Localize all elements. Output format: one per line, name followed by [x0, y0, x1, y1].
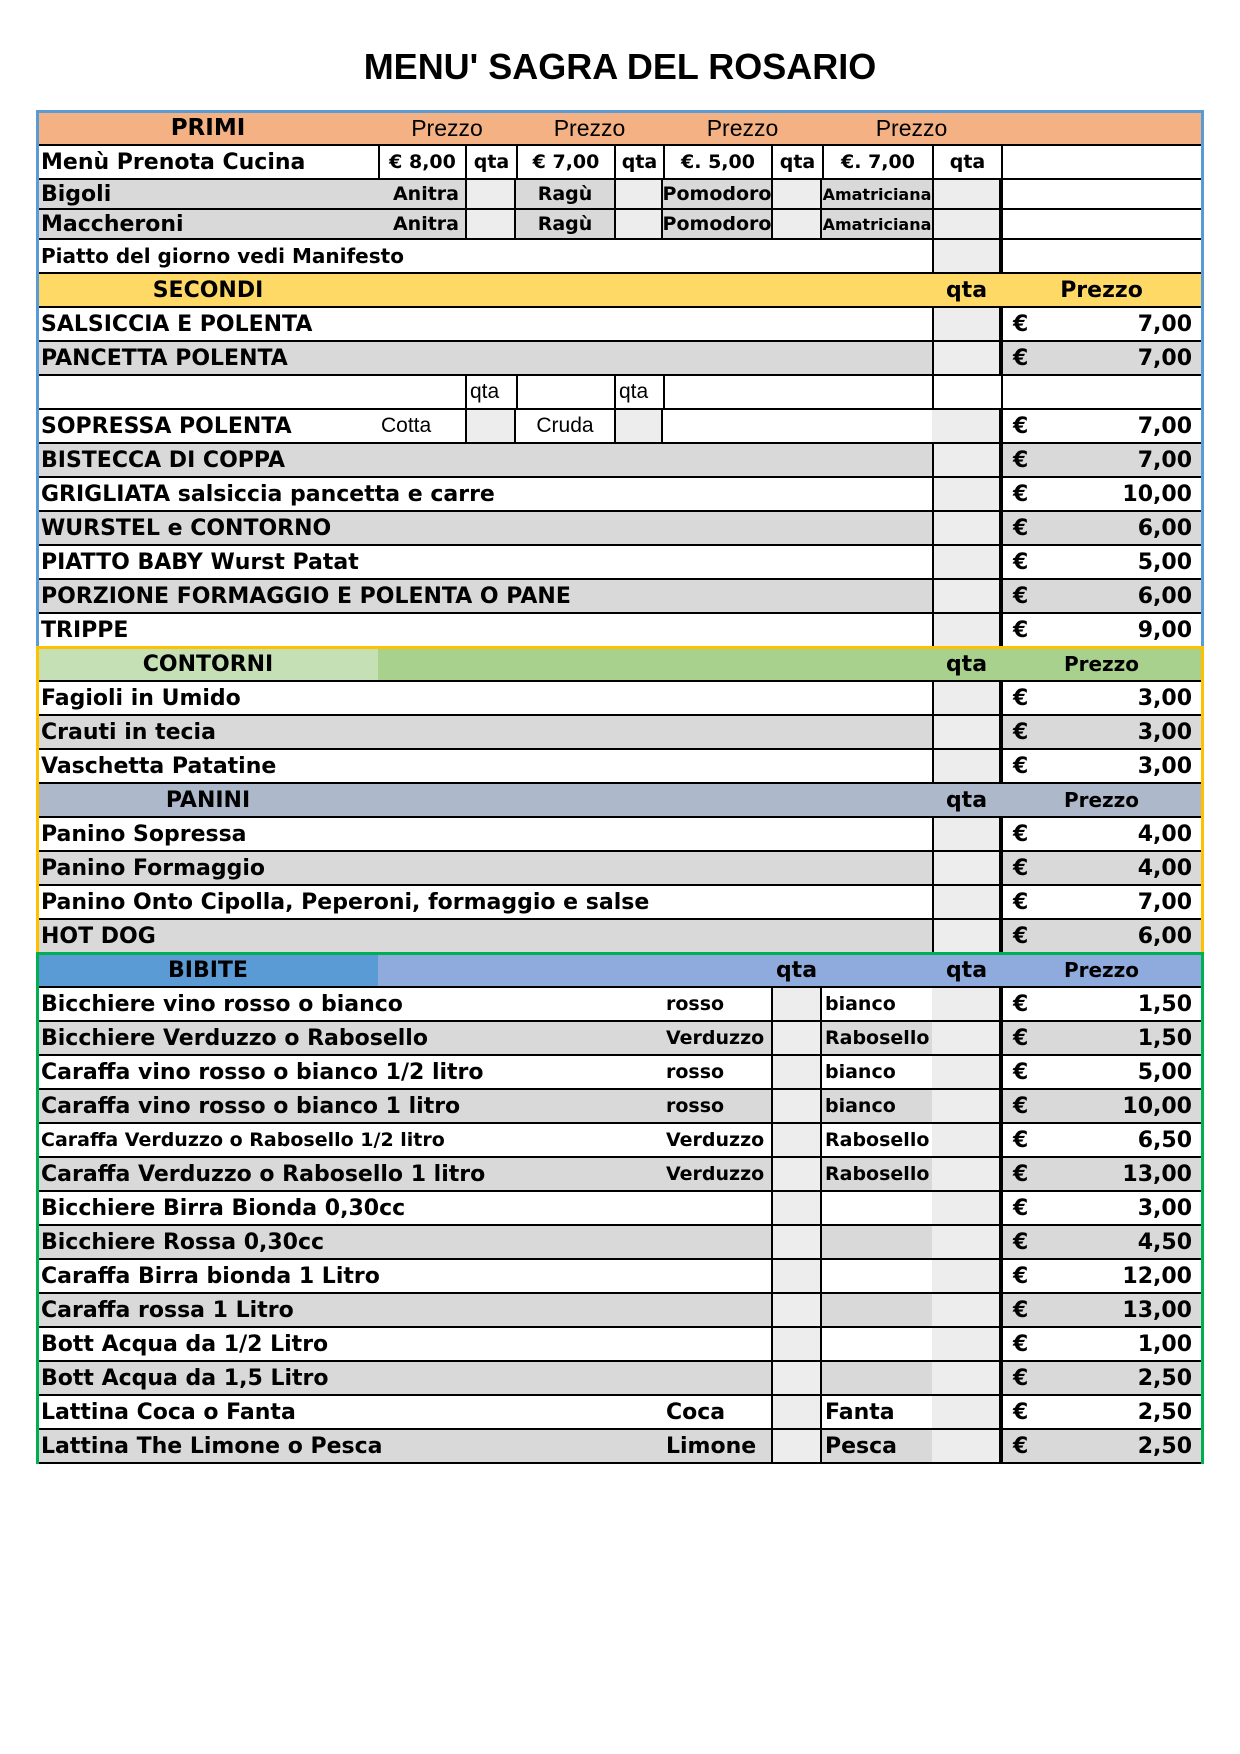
price-value: 6,00: [1137, 515, 1192, 541]
bibite-qty-box-2[interactable]: [932, 1090, 1001, 1122]
price-cell: [1001, 852, 1202, 884]
secondi-item-label: PANCETTA POLENTA: [41, 345, 288, 371]
bibite-option-2: Rabosello: [825, 1129, 930, 1151]
sopressa-cotta-qty-box[interactable]: [465, 410, 516, 442]
price-cell: [1001, 1192, 1202, 1224]
bibite-option-2: Rabosello: [825, 1027, 930, 1049]
bibite-qty-box-1[interactable]: [771, 1260, 822, 1292]
bibite-item-row: [38, 1056, 1202, 1090]
bibite-item-label: Bicchiere vino rosso o bianco: [41, 991, 403, 1017]
euro-sign: €: [1013, 821, 1029, 847]
bibite-item-label: Bott Acqua da 1,5 Litro: [41, 1365, 329, 1391]
euro-sign: €: [1013, 1195, 1029, 1221]
bibite-item-label: Caraffa vino rosso o bianco 1/2 litro: [41, 1059, 484, 1085]
contorni-item-row: [38, 750, 1202, 784]
bibite-qty-box-1[interactable]: [771, 1396, 822, 1428]
price-value: 6,00: [1137, 923, 1192, 949]
bibite-option-2: [822, 1328, 932, 1360]
panini-item-qty-box[interactable]: [932, 920, 1001, 952]
bibite-item-label: Lattina The Limone o Pesca: [41, 1433, 383, 1459]
primi-qta-3: qta: [771, 146, 822, 178]
panini-item-row: [38, 920, 1202, 954]
bibite-option-2: bianco: [825, 993, 896, 1015]
secondi-qta-header: qta: [945, 277, 988, 303]
primi-qty-box[interactable]: [614, 180, 663, 208]
panini-item-qty-box[interactable]: [932, 886, 1001, 918]
bibite-item-label: Caraffa vino rosso o bianco 1 litro: [41, 1093, 461, 1119]
euro-sign: €: [1013, 515, 1029, 541]
euro-sign: €: [1013, 1433, 1029, 1459]
menu-sheet: [38, 112, 1202, 1464]
sopressa-cruda-qty-box[interactable]: [614, 410, 663, 442]
bibite-item-label: Caraffa Birra bionda 1 Litro: [41, 1263, 380, 1289]
price-value: 1,00: [1137, 1331, 1192, 1357]
secondi-item-qty-box[interactable]: [932, 444, 1001, 476]
price-value: 10,00: [1122, 1093, 1192, 1119]
bibite-qty-box-1[interactable]: [771, 1022, 822, 1054]
piatto-giorno-qty-box[interactable]: [932, 240, 1001, 272]
panini-item-qty-box[interactable]: [932, 818, 1001, 850]
price-value: 10,00: [1122, 481, 1192, 507]
primi-price-header-2: Prezzo: [553, 114, 626, 141]
price-value: 7,00: [1137, 345, 1192, 371]
price-value: 2,50: [1137, 1399, 1192, 1425]
bibite-qty-box-1[interactable]: [771, 1192, 822, 1224]
contorni-item-label: Vaschetta Patatine: [41, 753, 277, 779]
bibite-item-label: Bott Acqua da 1/2 Litro: [41, 1331, 329, 1357]
panini-item-row: [38, 818, 1202, 852]
bibite-option-1: Verduzzo: [666, 1163, 765, 1185]
secondi-item-label: PORZIONE FORMAGGIO E POLENTA O PANE: [41, 583, 571, 609]
contorni-item-qty-box[interactable]: [932, 750, 1001, 782]
bibite-option-1: rosso: [666, 993, 725, 1015]
price-value: 4,00: [1137, 821, 1192, 847]
contorni-qta-header: qta: [945, 651, 988, 677]
price-cell: [1001, 1430, 1202, 1462]
euro-sign: €: [1013, 1263, 1029, 1289]
euro-sign: €: [1013, 345, 1029, 371]
price-cell: [1001, 614, 1202, 646]
price-value: 13,00: [1122, 1297, 1192, 1323]
price-cell: [1001, 1328, 1202, 1360]
bibite-option-1: rosso: [666, 1095, 725, 1117]
empty-cell: [663, 376, 932, 408]
sopressa-option-cruda: Cruda: [536, 414, 594, 437]
secondi-item-qty-box[interactable]: [932, 546, 1001, 578]
panini-header-row: [38, 784, 1202, 818]
bibite-option-2: Rabosello: [825, 1163, 930, 1185]
sopressa-option-cotta: Cotta: [381, 414, 432, 437]
bibite-qty-box-2[interactable]: [932, 1056, 1001, 1088]
primi-price-3: €. 5,00: [663, 146, 771, 178]
bibite-qty-box-1[interactable]: [771, 1430, 822, 1462]
price-value: 3,00: [1137, 719, 1192, 745]
bibite-item-row: [38, 1090, 1202, 1124]
price-cell: [1001, 478, 1202, 510]
primi-empty-cell: [1001, 210, 1202, 238]
price-cell: [1001, 1294, 1202, 1326]
bibite-item-row: [38, 1022, 1202, 1056]
price-cell: [1001, 580, 1202, 612]
price-cell: [1001, 716, 1202, 748]
contorni-item-label: Crauti in tecia: [41, 719, 216, 745]
secondi-item-row: [38, 342, 1202, 376]
primi-qta-4: qta: [932, 146, 1001, 178]
price-cell: [1001, 818, 1202, 850]
primi-qty-box[interactable]: [771, 210, 822, 238]
bibite-item-label: Lattina Coca o Fanta: [41, 1399, 296, 1425]
primi-price-header-3: Prezzo: [706, 114, 779, 141]
bibite-qty-box-2[interactable]: [932, 1124, 1001, 1156]
euro-sign: €: [1013, 413, 1029, 439]
sopressa-qty-box[interactable]: [932, 410, 1001, 442]
secondi-item-label: GRIGLIATA salsiccia pancetta e carre: [41, 481, 495, 507]
price-cell: [1001, 1260, 1202, 1292]
price-value: 3,00: [1137, 685, 1192, 711]
price-value: 3,00: [1137, 753, 1192, 779]
bibite-option-2: [822, 1192, 932, 1224]
bibite-option-2: [822, 1260, 932, 1292]
price-value: 7,00: [1137, 311, 1192, 337]
price-value: 1,50: [1137, 1025, 1192, 1051]
bibite-header-row: [38, 954, 1202, 988]
secondi-item-row: [38, 512, 1202, 546]
bibite-qty-box-2[interactable]: [932, 1260, 1001, 1292]
secondi-item-row: [38, 614, 1202, 648]
euro-sign: €: [1013, 889, 1029, 915]
primi-qty-box[interactable]: [932, 210, 1001, 238]
bibite-option-1: Verduzzo: [666, 1027, 765, 1049]
euro-sign: €: [1013, 1127, 1029, 1153]
primi-price-1: € 8,00: [378, 146, 465, 178]
secondi-item-qty-box[interactable]: [932, 512, 1001, 544]
panini-item-row: [38, 852, 1202, 886]
primi-dish-row: [38, 210, 1202, 240]
bibite-item-row: [38, 1396, 1202, 1430]
primi-qty-box[interactable]: [771, 180, 822, 208]
euro-sign: €: [1013, 1059, 1029, 1085]
euro-sign: €: [1013, 1093, 1029, 1119]
price-cell: [1001, 1090, 1202, 1122]
price-value: 4,50: [1137, 1229, 1192, 1255]
primi-menu-label: Menù Prenota Cucina: [41, 149, 306, 175]
contorni-item-label: Fagioli in Umido: [41, 685, 241, 711]
bibite-option-1: [663, 1226, 771, 1258]
bibite-qty-box-2[interactable]: [932, 1396, 1001, 1428]
bibite-option-1: rosso: [666, 1061, 725, 1083]
bibite-item-row: [38, 988, 1202, 1022]
secondi-item-row: [38, 478, 1202, 512]
price-cell: [1001, 1226, 1202, 1258]
secondi-item-row: [38, 546, 1202, 580]
price-value: 1,50: [1137, 991, 1192, 1017]
price-value: 2,50: [1137, 1433, 1192, 1459]
primi-option-ragu: Ragù: [537, 213, 593, 235]
bibite-item-label: Bicchiere Rossa 0,30cc: [41, 1229, 325, 1255]
bibite-qty-box-1[interactable]: [771, 1294, 822, 1326]
primi-option-pomodoro: Pomodoro: [663, 183, 771, 205]
euro-sign: €: [1013, 753, 1029, 779]
primi-qty-box[interactable]: [932, 180, 1001, 208]
primi-option-amatriciana: Amatriciana: [822, 214, 932, 234]
euro-sign: €: [1013, 1297, 1029, 1323]
primi-dish-label: Bigoli: [41, 181, 112, 207]
price-cell: [1001, 444, 1202, 476]
bibite-item-label: Caraffa Verduzzo o Rabosello 1/2 litro: [41, 1129, 445, 1151]
euro-sign: €: [1013, 311, 1029, 337]
bibite-option-2: bianco: [825, 1095, 896, 1117]
bibite-item-label: Bicchiere Birra Bionda 0,30cc: [41, 1195, 406, 1221]
primi-price-header-4: Prezzo: [875, 114, 948, 141]
bibite-option-2: [822, 1226, 932, 1258]
primi-option-ragu: Ragù: [537, 183, 593, 205]
panini-item-qty-box[interactable]: [932, 852, 1001, 884]
bibite-price-header: Prezzo: [1063, 958, 1140, 982]
secondi-header-row: [38, 274, 1202, 308]
price-cell: [1001, 546, 1202, 578]
price-value: 13,00: [1122, 1161, 1192, 1187]
bibite-qty-box-1[interactable]: [771, 1056, 822, 1088]
bibite-item-row: [38, 1430, 1202, 1464]
primi-empty-cell: [1001, 180, 1202, 208]
sopressa-label: SOPRESSA POLENTA: [41, 413, 292, 439]
bibite-option-2: [822, 1362, 932, 1394]
bibite-qty-box-1[interactable]: [771, 1090, 822, 1122]
euro-sign: €: [1013, 1399, 1029, 1425]
bibite-option-2: Pesca: [825, 1433, 898, 1459]
bibite-item-row: [38, 1362, 1202, 1396]
bibite-option-2: bianco: [825, 1061, 896, 1083]
primi-qty-box[interactable]: [614, 210, 663, 238]
bibite-qty-box-1[interactable]: [771, 1226, 822, 1258]
panini-item-label: Panino Sopressa: [41, 821, 247, 847]
bibite-qty-box-2[interactable]: [932, 1430, 1001, 1462]
price-cell: [1001, 886, 1202, 918]
euro-sign: €: [1013, 583, 1029, 609]
panini-price-header: Prezzo: [1063, 788, 1140, 812]
euro-sign: €: [1013, 1365, 1029, 1391]
primi-price-header-1: Prezzo: [411, 114, 483, 141]
bibite-option-2: [822, 1294, 932, 1326]
sopressa-qta-2-header: qta: [614, 376, 663, 408]
price-cell: [1001, 512, 1202, 544]
primi-empty-cell: [1001, 240, 1202, 272]
panini-item-label: HOT DOG: [41, 923, 156, 949]
bibite-qty-box-2[interactable]: [932, 1022, 1001, 1054]
euro-sign: €: [1013, 855, 1029, 881]
price-value: 12,00: [1122, 1263, 1192, 1289]
primi-option-anitra: Anitra: [392, 183, 459, 205]
bibite-option-1: [663, 1328, 771, 1360]
primi-dish-label: Maccheroni: [41, 211, 184, 237]
price-cell: [1001, 682, 1202, 714]
bibite-option-1: Coca: [666, 1399, 726, 1425]
bibite-qty-box-2[interactable]: [932, 1294, 1001, 1326]
euro-sign: €: [1013, 1025, 1029, 1051]
page-title: MENU' SAGRA DEL ROSARIO: [363, 46, 877, 87]
panini-item-row: [38, 886, 1202, 920]
euro-sign: €: [1013, 447, 1029, 473]
bibite-item-label: Caraffa rossa 1 Litro: [41, 1297, 294, 1323]
secondi-item-label: SALSICCIA E POLENTA: [41, 311, 313, 337]
bibite-item-label: Caraffa Verduzzo o Rabosello 1 litro: [41, 1161, 486, 1187]
price-cell: [1001, 342, 1202, 374]
bibite-title: BIBITE: [38, 954, 378, 986]
price-value: 7,00: [1137, 889, 1192, 915]
primi-header-row: [38, 112, 1202, 146]
price-value: 6,00: [1137, 583, 1192, 609]
euro-sign: €: [1013, 549, 1029, 575]
primi-dish-row: [38, 180, 1202, 210]
euro-sign: €: [1013, 719, 1029, 745]
euro-sign: €: [1013, 685, 1029, 711]
price-value: 7,00: [1137, 413, 1192, 439]
euro-sign: €: [1013, 991, 1029, 1017]
bibite-qty-box-2[interactable]: [932, 1192, 1001, 1224]
bibite-option-1: Verduzzo: [666, 1129, 765, 1151]
contorni-item-qty-box[interactable]: [932, 716, 1001, 748]
price-cell: [1001, 988, 1202, 1020]
bibite-option-1: [663, 1260, 771, 1292]
price-cell: [1001, 1022, 1202, 1054]
bibite-qty-box-2[interactable]: [932, 1158, 1001, 1190]
contorni-item-qty-box[interactable]: [932, 682, 1001, 714]
bibite-item-row: [38, 1226, 1202, 1260]
secondi-item-qty-box[interactable]: [932, 580, 1001, 612]
secondi-item-label: WURSTEL e CONTORNO: [41, 515, 332, 541]
primi-qty-box[interactable]: [465, 210, 516, 238]
euro-sign: €: [1013, 617, 1029, 643]
secondi-item-label: TRIPPE: [41, 617, 129, 643]
secondi-item-row: [38, 444, 1202, 478]
bibite-item-row: [38, 1260, 1202, 1294]
price-value: 6,50: [1137, 1127, 1192, 1153]
secondi-item-qty-box[interactable]: [932, 308, 1001, 340]
bibite-item-row: [38, 1158, 1202, 1192]
primi-option-pomodoro: Pomodoro: [663, 213, 771, 235]
primi-option-amatriciana: Amatriciana: [822, 184, 932, 204]
secondi-price-header: Prezzo: [1060, 277, 1143, 303]
price-cell: [1001, 1396, 1202, 1428]
secondi-item-row: [38, 580, 1202, 614]
empty-cell: [663, 410, 932, 442]
primi-piatto-giorno-label: Piatto del giorno vedi Manifesto: [41, 244, 404, 268]
bibite-qta-header-1: qta: [775, 957, 818, 983]
price-cell: [1001, 1158, 1202, 1190]
panini-item-label: Panino Formaggio: [41, 855, 266, 881]
bibite-item-row: [38, 1328, 1202, 1362]
price-cell: [1001, 410, 1202, 442]
price-cell: [1001, 920, 1202, 952]
primi-title: PRIMI: [170, 115, 246, 141]
bibite-qty-box-1[interactable]: [771, 1362, 822, 1394]
bibite-item-row: [38, 1192, 1202, 1226]
bibite-qty-box-1[interactable]: [771, 988, 822, 1020]
price-cell: [1001, 1056, 1202, 1088]
primi-qty-box[interactable]: [465, 180, 516, 208]
secondi-item-row: [38, 308, 1202, 342]
secondi-item-qty-box[interactable]: [932, 342, 1001, 374]
bibite-qty-box-2[interactable]: [932, 988, 1001, 1020]
panini-qta-header: qta: [945, 787, 988, 813]
primi-prices-row: [38, 146, 1202, 180]
empty-cell: [1001, 376, 1202, 408]
sopressa-qta-1-header: qta: [465, 376, 516, 408]
primi-price-2: € 7,00: [516, 146, 614, 178]
panini-title: PANINI: [165, 787, 251, 813]
euro-sign: €: [1013, 1229, 1029, 1255]
secondi-item-label: BISTECCA DI COPPA: [41, 447, 286, 473]
euro-sign: €: [1013, 1161, 1029, 1187]
bibite-qty-box-1[interactable]: [771, 1328, 822, 1360]
price-value: 2,50: [1137, 1365, 1192, 1391]
empty-cell: [516, 376, 614, 408]
secondi-item-qty-box[interactable]: [932, 478, 1001, 510]
price-value: 5,00: [1137, 1059, 1192, 1085]
primi-qta-2: qta: [614, 146, 663, 178]
sopressa-row: [38, 410, 1202, 444]
price-value: 7,00: [1137, 447, 1192, 473]
empty-cell: [932, 376, 1001, 408]
bibite-item-label: Bicchiere Verduzzo o Rabosello: [41, 1025, 428, 1051]
bibite-option-1: [663, 1294, 771, 1326]
bibite-qty-box-1[interactable]: [771, 1158, 822, 1190]
bibite-option-1: [663, 1192, 771, 1224]
secondi-item-label: PIATTO BABY Wurst Patat: [41, 549, 359, 575]
contorni-price-header: Prezzo: [1063, 652, 1140, 676]
price-value: 4,00: [1137, 855, 1192, 881]
price-cell: [1001, 1362, 1202, 1394]
bibite-option-1: [663, 1362, 771, 1394]
price-cell: [1001, 750, 1202, 782]
euro-sign: €: [1013, 481, 1029, 507]
price-value: 3,00: [1137, 1195, 1192, 1221]
secondi-item-qty-box[interactable]: [932, 614, 1001, 646]
contorni-header-row: [38, 648, 1202, 682]
bibite-qty-box-1[interactable]: [771, 1124, 822, 1156]
primi-option-anitra: Anitra: [392, 213, 459, 235]
panini-item-label: Panino Onto Cipolla, Peperoni, formaggio e salse: [41, 889, 650, 915]
price-cell: [1001, 308, 1202, 340]
secondi-title: SECONDI: [152, 277, 264, 303]
primi-piatto-giorno-row: [38, 240, 1202, 274]
bibite-option-1: Limone: [666, 1433, 757, 1459]
primi-price-4: €. 7,00: [822, 146, 932, 178]
euro-sign: €: [1013, 923, 1029, 949]
price-value: 9,00: [1137, 617, 1192, 643]
euro-sign: €: [1013, 1331, 1029, 1357]
primi-qta-1: qta: [465, 146, 516, 178]
bibite-option-2: Fanta: [825, 1399, 895, 1425]
contorni-item-row: [38, 682, 1202, 716]
bibite-item-row: [38, 1294, 1202, 1328]
bibite-qty-box-2[interactable]: [932, 1226, 1001, 1258]
bibite-qta-header-2: qta: [945, 957, 988, 983]
secondi-sub-header-row: [38, 376, 1202, 410]
contorni-item-row: [38, 716, 1202, 750]
price-value: 5,00: [1137, 549, 1192, 575]
contorni-title: CONTORNI: [38, 648, 378, 680]
primi-empty-cell: [1001, 146, 1202, 178]
bibite-qty-box-2[interactable]: [932, 1328, 1001, 1360]
bibite-item-row: [38, 1124, 1202, 1158]
price-cell: [1001, 1124, 1202, 1156]
bibite-qty-box-2[interactable]: [932, 1362, 1001, 1394]
